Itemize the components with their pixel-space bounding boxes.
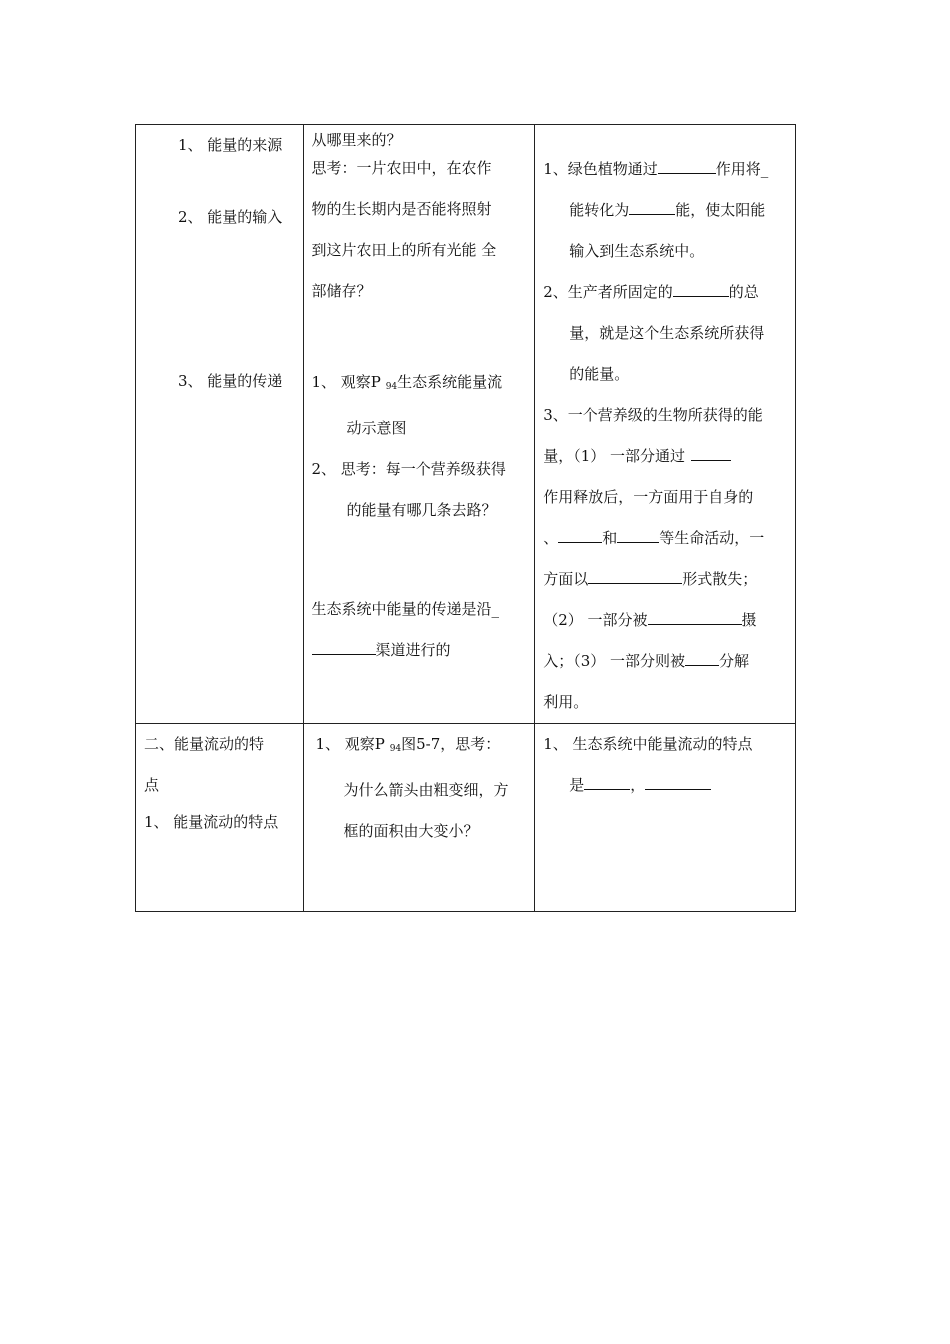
activity-cell <box>303 724 535 912</box>
answer-block: 1、 生态系统中能量流动的特点 是 ， <box>543 735 753 794</box>
blank[interactable] <box>558 526 602 543</box>
blank[interactable] <box>617 526 659 543</box>
observe-block: 1、 观察P $_{94}$图5-7，思考： 为什么箭头由粗变细，方 框的面积由大变小？ <box>315 735 509 840</box>
table-row <box>136 724 796 912</box>
topic-block: 二、能量流动的特 点 1、 能量流动的特点 <box>144 735 279 831</box>
answer-cell <box>535 724 796 912</box>
blank[interactable] <box>584 773 630 790</box>
question-block: 从哪里来的？ <box>311 131 402 149</box>
blank[interactable] <box>673 280 729 297</box>
blank[interactable] <box>648 608 742 625</box>
blank[interactable] <box>658 157 716 174</box>
passage-block: 生态系统中能量的传递是沿_ 渠道进行的 <box>311 600 500 659</box>
worksheet-table <box>135 124 796 912</box>
blank[interactable] <box>685 649 719 666</box>
topic-item: 1、 能量的来源 <box>178 136 283 154</box>
answer-block: 1、绿色植物通过 作用将_ 能转化为 能，使太阳能 输入到生态系统中。 2、生产者所固定的 的总 量，就是这个生态系统所获得 的能量。 3、一个营养级的生物所获得的能 量，（1） 一部分通过 作用释放后，一方面用于自身的 、 和 等生命活动，一 方面以 形式散失； （2） 一部分被 摄 入；（3） 一部分则被 分解 利用。 <box>535 149 795 723</box>
answer-cell <box>535 125 796 724</box>
blank[interactable] <box>588 567 682 584</box>
table-row <box>136 125 796 724</box>
topic-cell <box>136 724 304 912</box>
topic-cell <box>136 125 304 724</box>
topic-item: 2、 能量的输入 <box>178 208 283 226</box>
observe-block: 1、 观察P $_{94}$生态系统能量流 动示意图 2、 思考：每一个营养级获得 的能量有哪几条去路？ <box>311 373 506 519</box>
blank[interactable] <box>691 444 731 461</box>
topic-item: 3、 能量的传递 <box>178 372 283 390</box>
blank[interactable] <box>645 773 711 790</box>
blank[interactable] <box>312 638 376 655</box>
activity-cell <box>303 125 535 724</box>
blank[interactable] <box>629 198 675 215</box>
think-block: 思考：一片农田中，在农作 物的生长期内是否能将照射 到这片农田上的所有光能 全 部储存？ <box>311 159 497 300</box>
